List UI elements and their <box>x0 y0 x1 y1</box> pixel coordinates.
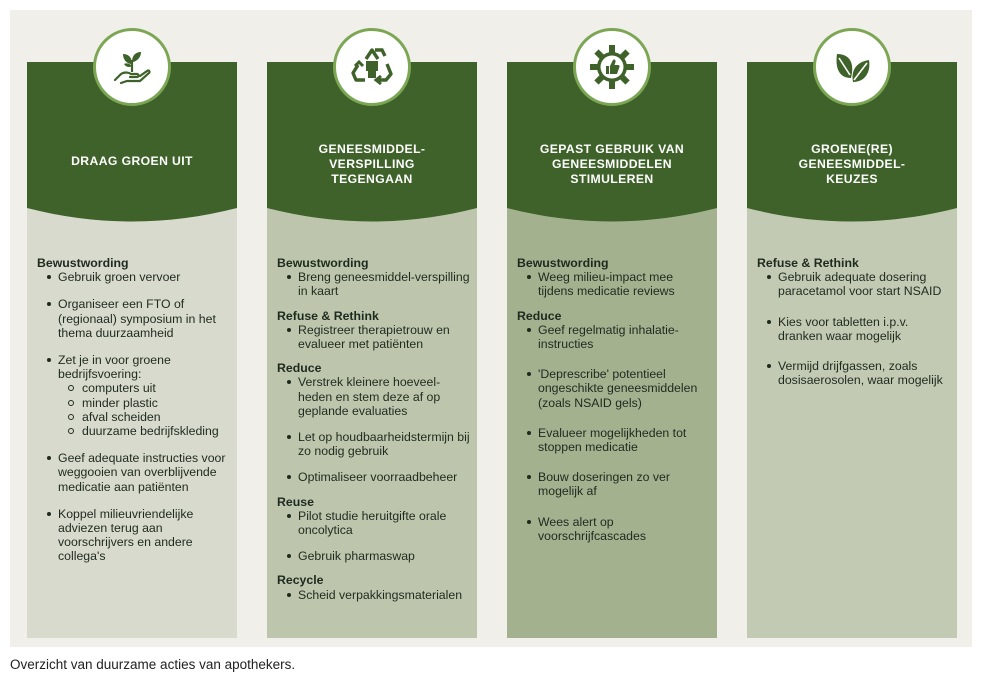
list-item: Wees alert op voorschrijfcascades <box>529 515 711 543</box>
column-body <box>267 230 477 638</box>
infographic-canvas <box>10 10 972 647</box>
section-title: Reduce <box>517 308 562 323</box>
list-item: Let op houdbaarheidstermijn bij zo nodig gebruik <box>289 430 471 458</box>
section-title: Recycle <box>277 573 324 588</box>
column-content <box>517 256 711 543</box>
section-title: Refuse & Rethink <box>277 308 379 323</box>
action-list <box>277 588 471 602</box>
list-item: Evalueer mogelijkheden tot stoppen medicatie <box>529 426 711 454</box>
action-list <box>277 375 471 484</box>
column-verspilling-tegengaan <box>267 62 477 638</box>
column-title: GEPAST GEBRUIK VAN GENEESMIDDELEN STIMULEREN <box>539 142 685 186</box>
action-list <box>517 270 711 298</box>
list-item: Geef regelmatig inhalatie-instructies <box>529 323 711 351</box>
column-title: DRAAG GROEN UIT <box>71 154 193 168</box>
section-title: Reuse <box>277 494 314 509</box>
list-item: Optimaliseer voorraadbeheer <box>289 470 471 484</box>
column-title: GROENE(RE) GENEESMIDDEL- KEUZES <box>798 142 906 186</box>
list-item: 'Deprescribe' potentieel ongeschikte geneesmiddelen (zoals NSAID gels) <box>529 367 711 410</box>
column-draag-groen-uit <box>27 62 237 638</box>
action-list <box>277 509 471 564</box>
action-list <box>757 270 951 387</box>
list-item: Scheid verpakkingsmaterialen <box>289 588 471 602</box>
section-title: Refuse & Rethink <box>757 256 859 270</box>
sub-list-item: afval scheiden <box>68 410 231 424</box>
sub-list <box>58 381 231 438</box>
column-body <box>27 230 237 638</box>
column-body <box>747 230 957 638</box>
recycle-icon <box>333 28 411 106</box>
list-item: Gebruik pharmaswap <box>289 549 471 563</box>
list-item: Pilot studie heruitgifte orale oncolytica <box>289 509 471 537</box>
list-item: Zet je in voor groene bedrijfsvoering: computers uit minder plastic afval scheiden duurzame bedrijfskleding <box>49 353 231 438</box>
list-item: Vermijd drijfgassen, zoals dosisaerosolen, waar mogelijk <box>769 359 951 387</box>
sub-list-item: computers uit <box>68 381 231 395</box>
list-item: Geef adequate instructies voor weggooien van overblijvende medicatie aan patiënten <box>49 451 231 494</box>
action-list <box>37 270 231 563</box>
list-item: Gebruik adequate dosering paracetamol voor start NSAID <box>769 270 951 298</box>
section-title: Bewustwording <box>517 256 609 270</box>
list-item: Gebruik groen vervoer <box>49 270 231 284</box>
column-body <box>507 230 717 638</box>
column-title: GENEESMIDDEL- VERSPILLING TEGENGAAN <box>318 142 426 186</box>
section-title: Reduce <box>277 361 322 376</box>
hand-plant-icon <box>93 28 171 106</box>
column-content <box>757 256 951 387</box>
figure-caption: Overzicht van duurzame acties van apothekers. <box>10 657 296 672</box>
column-content <box>37 256 231 564</box>
list-item: Weeg milieu-impact mee tijdens medicatie reviews <box>529 270 711 298</box>
list-item: Bouw doseringen zo ver mogelijk af <box>529 470 711 498</box>
sub-list-item: duurzame bedrijfskleding <box>68 424 231 438</box>
action-list <box>277 323 471 351</box>
gear-thumbs-up-icon <box>573 28 651 106</box>
action-list <box>517 323 711 543</box>
list-item: Registreer therapietrouw en evalueer met patiënten <box>289 323 471 351</box>
sub-list-item: minder plastic <box>68 396 231 410</box>
list-item: Koppel milieuvriendelijke adviezen terug aan voorschrijvers en andere collega's <box>49 507 231 564</box>
list-item: Kies voor tabletten i.p.v. dranken waar mogelijk <box>769 315 951 343</box>
column-gepast-gebruik <box>507 62 717 638</box>
section-title: Bewustwording <box>277 256 369 270</box>
column-content <box>277 256 471 602</box>
section-title: Bewustwording <box>37 256 129 270</box>
list-item: Breng geneesmiddel-verspilling in kaart <box>289 270 471 298</box>
list-item: Verstrek kleinere hoeveel-heden en stem deze af op geplande evaluaties <box>289 375 471 418</box>
leaves-icon <box>813 28 891 106</box>
column-groenere-keuzes <box>747 62 957 638</box>
action-list <box>277 270 471 298</box>
list-item: Organiseer een FTO of (regionaal) symposium in het thema duurzaamheid <box>49 297 231 340</box>
